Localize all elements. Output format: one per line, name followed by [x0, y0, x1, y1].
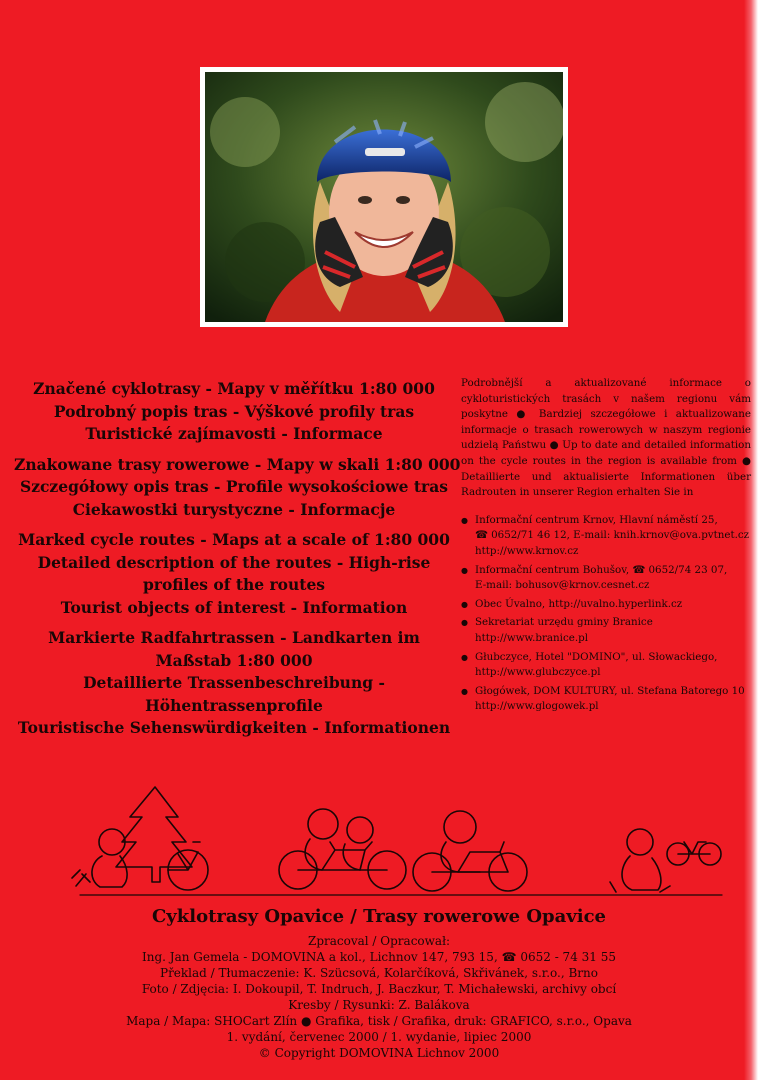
contact-line: E-mail: bohusov@krnov.cesnet.cz — [475, 579, 650, 592]
contact-item — [461, 563, 751, 594]
contents-line: Marked cycle routes - Maps at a scale of 1:80 000 — [18, 530, 450, 549]
contents-line: Markierte Radfahrtrassen - Landkarten im — [48, 628, 420, 647]
contents-line: Tourist objects of interest - Information — [60, 597, 408, 617]
contact-item — [461, 684, 751, 715]
info-sources — [461, 376, 751, 718]
contact-line: http://www.glogowek.pl — [475, 700, 599, 713]
contents-line: Maßstab 1:80 000 — [155, 650, 313, 670]
contents-line: Turistické zajímavosti - Informace — [85, 424, 383, 443]
contents-list — [14, 378, 461, 748]
contents-line: Szczegółowy opis tras - Profile wysokościowe tras — [20, 477, 448, 496]
contents-line: Znakowane trasy rowerowe - Mapy w skali 1:80 000 — [14, 454, 461, 474]
contact-line: ● Sekretariat urzędu gminy Branice — [475, 616, 653, 629]
contact-line: ● Głogówek, DOM KULTURY, ul. Stefana Batorego 10 — [475, 684, 745, 697]
contact-line: http://www.glubczyce.pl — [475, 666, 601, 679]
contact-line: ● Głubczyce, Hotel "DOMINO", ul. Słowackiego, — [475, 650, 718, 663]
credit-line: Zpracoval / Opracował: — [307, 934, 450, 948]
credit-line: Překlad / Tłumaczenie: K. Szücsová, Kolarčíková, Skřivánek, s.r.o., Brno — [160, 966, 598, 980]
credit-line: Foto / Zdjęcia: I. Dokoupil, T. Indruch, J. Baczkur, T. Michałewski, archivy obcí — [141, 982, 617, 996]
copyright: © Copyright DOMOVINA Lichnov 2000 — [258, 1046, 500, 1060]
contents-german — [14, 627, 454, 740]
contact-line: http://www.branice.pl — [475, 631, 588, 644]
contact-line: ● Informační centrum Bohušov, ☎ 0652/74 23 07, — [475, 563, 728, 576]
contact-item — [461, 513, 751, 560]
contents-line: profiles of the routes — [142, 575, 326, 594]
cyclist-photo — [200, 67, 568, 327]
contents-line: Höhentrassenprofile — [145, 695, 323, 715]
contents-english — [14, 529, 454, 619]
contents-line: Ciekawostki turystyczne - Informacje — [72, 499, 396, 519]
contact-item — [461, 650, 751, 681]
contact-line: http://www.krnov.cz — [475, 544, 579, 557]
credit-line: Kresby / Rysunki: Z. Balákova — [288, 998, 470, 1012]
contents-line: Značené cyklotrasy - Mapy v měřítku 1:80 000 — [33, 379, 435, 398]
credits — [0, 905, 758, 1061]
contents-line: Detailed description of the routes - High-rise — [37, 552, 431, 572]
credit-line: Ing. Jan Gemela - DOMOVINA a kol., Lichnov 147, 793 15, ☎ 0652 - 74 31 55 — [141, 950, 616, 964]
contact-list — [461, 513, 751, 715]
contact-item — [461, 597, 751, 613]
contact-item — [461, 615, 751, 646]
publication-title: Cyklotrasy Opavice / Trasy rowerowe Opavice — [151, 906, 607, 927]
contents-line: Detaillierte Trassenbeschreibung - — [83, 673, 385, 692]
cyclist-photo-illustration — [205, 72, 563, 322]
credit-line: Mapa / Mapa: SHOCart Zlín ● Grafika, tisk / Grafika, druk: GRAFICO, s.r.o., Opava — [126, 1014, 632, 1028]
contents-polish — [14, 454, 461, 522]
contents-czech — [14, 378, 454, 446]
contact-line: ● Informační centrum Krnov, Hlavní náměstí 25, — [475, 513, 718, 526]
contents-line: Podrobný popis tras - Výškové profily tras — [53, 401, 415, 421]
info-intro: Podrobnější a aktualizované informace o cykloturistických trasách v našem regionu vám poskytne ● Bardziej szczegółowe i aktualizowane informacje o trasach rowerowych w naszym regionie udzielą Państwu ● Up to date and detailed information on the cycle routes in the region is available from ● Detaillierte und aktualisierte Informationen über Radrouten in unserer Region erhalten Sie in — [461, 377, 751, 499]
credit-line: 1. vydání, červenec 2000 / 1. wydanie, lipiec 2000 — [226, 1030, 532, 1044]
cyclists-line-drawing — [60, 782, 740, 900]
contact-line: ● Obec Úvalno, http://uvalno.hyperlink.cz — [475, 597, 683, 610]
contact-line: ☎ 0652/71 46 12, E-mail: knih.krnov@ova.pvtnet.cz — [475, 529, 750, 542]
contents-line: Touristische Sehenswürdigkeiten - Informationen — [17, 718, 451, 737]
